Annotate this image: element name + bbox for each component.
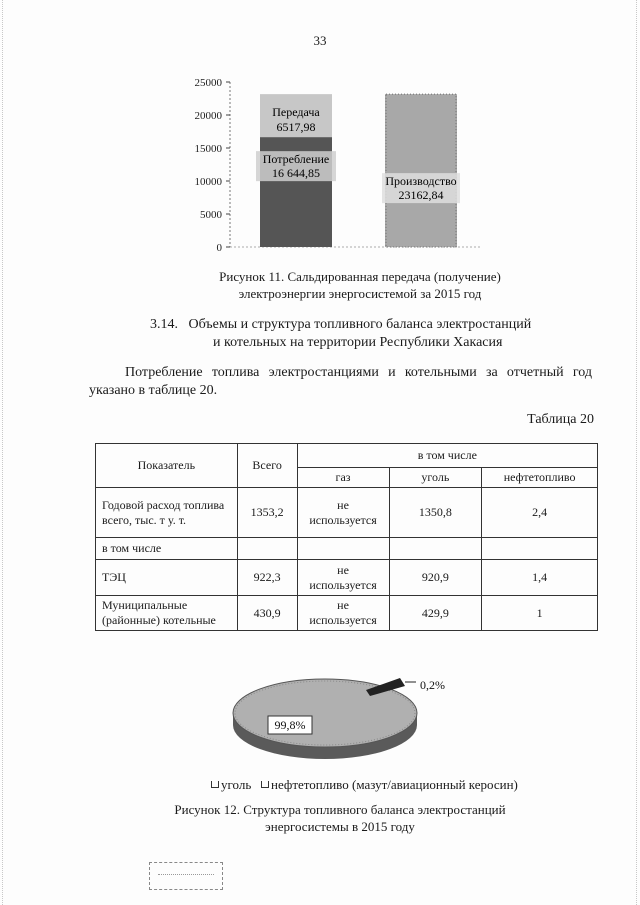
label-transfer-name: Передача (272, 105, 320, 120)
row-coal: 1350,8 (389, 488, 482, 538)
figure12-caption (0, 801, 640, 835)
table-row (96, 488, 598, 538)
row-oil: 1,4 (482, 560, 598, 596)
fuel-structure-pie-chart (200, 658, 480, 768)
table-row (96, 560, 598, 596)
page-edge-left (2, 0, 4, 905)
header-including: в том числе (297, 444, 597, 468)
label-production-value: 23162,84 (398, 188, 444, 203)
y-tick-label: 10000 (194, 176, 222, 188)
figure11-caption-line2: электроэнергии энергосистемой за 2015 год (238, 286, 482, 301)
label-transfer-value: 6517,98 (276, 120, 316, 135)
table-label: Таблица 20 (527, 412, 594, 427)
row-total: 430,9 (237, 596, 297, 631)
legend-oil-label: нефтетопливо (мазут/авиационный керосин) (271, 777, 518, 792)
row-oil (482, 538, 598, 560)
y-tick-label: 5000 (200, 209, 222, 221)
y-tick-label: 20000 (194, 110, 222, 122)
header-oil: нефтетопливо (482, 468, 598, 488)
legend-oil-swatch (261, 781, 269, 788)
transfer-bar-chart (170, 70, 510, 260)
row-total (237, 538, 297, 560)
section-title-line2: и котельных на территории Республики Хакасия (213, 335, 503, 350)
y-tick-label: 15000 (194, 143, 222, 155)
section-title-line1: Объемы и структура топливного баланса электростанций (188, 317, 532, 332)
fuel-consumption-table (95, 443, 598, 631)
row-indicator: ТЭЦ (96, 560, 238, 596)
header-indicator: Показатель (96, 444, 238, 488)
figure12-caption-line2: энергосистемы в 2015 году (265, 819, 415, 834)
header-coal: уголь (389, 468, 482, 488)
page-edge-right (636, 0, 638, 905)
row-total: 922,3 (237, 560, 297, 596)
label-production-name: Производство (385, 174, 457, 189)
row-coal: 429,9 (389, 596, 482, 631)
header-gas: газ (297, 468, 389, 488)
pie-label-oil: 0,2% (420, 678, 445, 692)
figure11-caption-line1: Рисунок 11. Сальдированная передача (получение) (219, 269, 501, 284)
row-gas: не используется (297, 488, 389, 538)
figure11-caption (0, 268, 640, 302)
figure12-caption-line1: Рисунок 12. Структура топливного баланса электростанций (174, 802, 506, 817)
section-number: 3.14. (150, 317, 178, 332)
body-paragraph: Потребление топлива электростанциями и котельными за отчетный год указано в таблице 20. (89, 365, 592, 398)
row-gas (297, 538, 389, 560)
y-tick-label: 25000 (194, 77, 222, 89)
label-consumption-value: 16 644,85 (272, 166, 320, 181)
page-number: 33 (313, 33, 327, 48)
header-total: Всего (237, 444, 297, 488)
row-indicator: Муниципальные (районные) котельные (96, 596, 238, 631)
y-tick-label: 0 (216, 242, 222, 254)
row-indicator: Годовой расход топлива всего, тыс. т у. т. (96, 488, 238, 538)
pie-legend (211, 777, 518, 793)
bar-production (385, 94, 457, 247)
row-gas: не используется (297, 596, 389, 631)
section-heading (150, 316, 531, 352)
legend-coal-label: уголь (221, 777, 252, 792)
stamp (149, 862, 223, 890)
row-oil: 1 (482, 596, 598, 631)
row-oil: 2,4 (482, 488, 598, 538)
row-total: 1353,2 (237, 488, 297, 538)
row-indicator: в том числе (96, 538, 238, 560)
row-coal (389, 538, 482, 560)
row-coal: 920,9 (389, 560, 482, 596)
legend-coal-swatch (211, 781, 219, 788)
pie-label-coal: 99,8% (274, 718, 306, 732)
table-row (96, 596, 598, 631)
label-consumption-name: Потребление (262, 152, 330, 167)
row-gas: не используется (297, 560, 389, 596)
table-row (96, 538, 598, 560)
